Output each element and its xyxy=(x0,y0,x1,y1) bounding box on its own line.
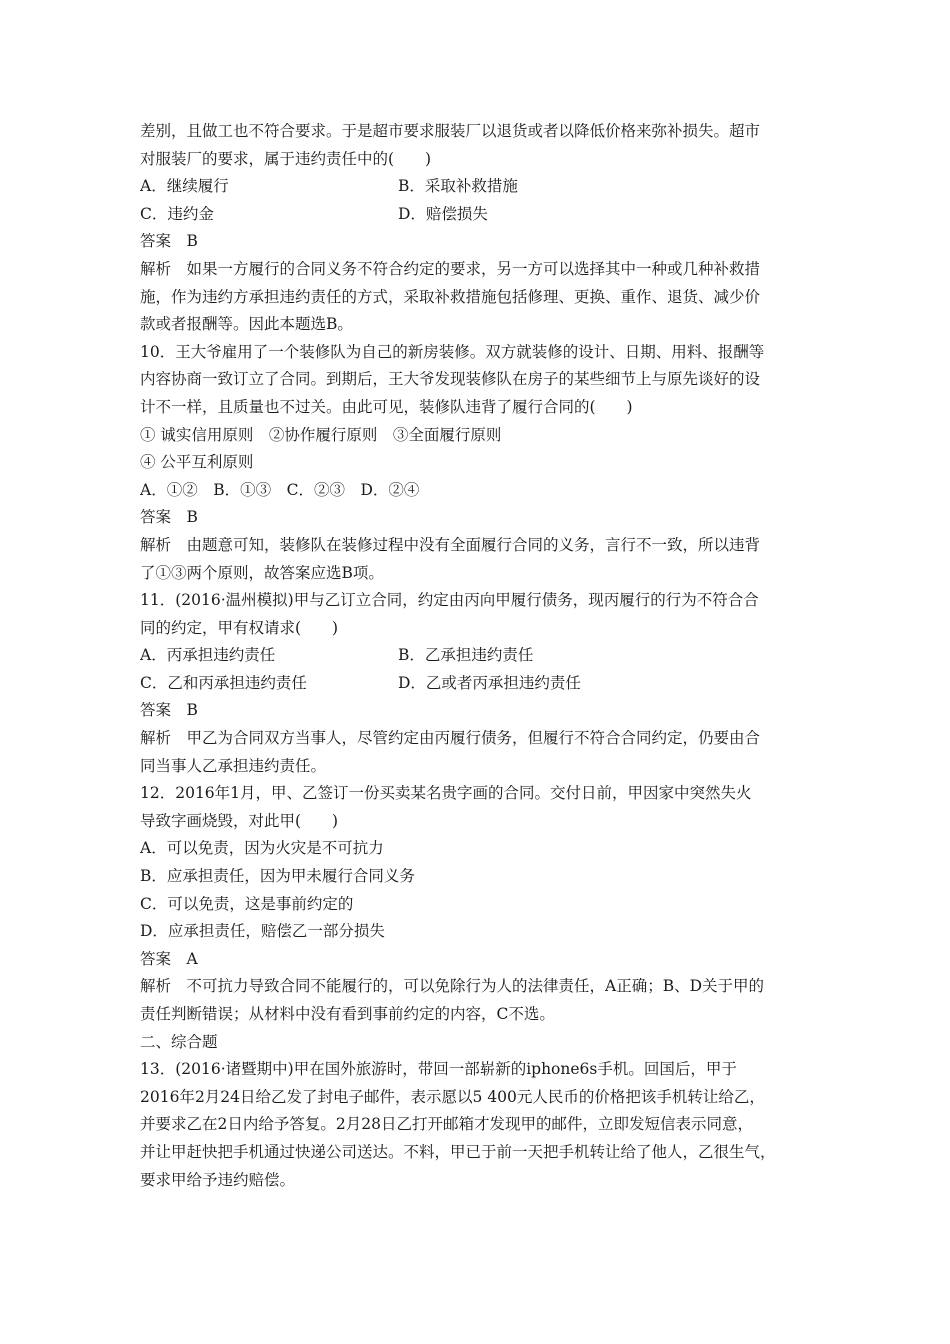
analysis-line: 施，作为违约方承担违约责任的方式，采取补救措施包括修理、更换、重作、退货、减少价 xyxy=(140,287,761,306)
question-11 xyxy=(140,587,815,780)
question-stem-line: 导致字画烧毁，对此甲( ) xyxy=(140,811,339,830)
options-row xyxy=(140,670,815,698)
question-stem-line: 10．王大爷雇用了一个装修队为自己的新房装修。双方就装修的设计、日期、用料、报酬等 xyxy=(140,342,765,361)
question-stem-line: 同的约定，甲有权请求( ) xyxy=(140,618,339,637)
answer: 答案 B xyxy=(140,701,198,720)
question-stem-line: 并要求乙在2日内给予答复。2月28日乙打开邮箱才发现甲的邮件，立即发短信表示同意， xyxy=(140,1115,753,1134)
options-row xyxy=(140,201,815,229)
option-b: B．应承担责任，因为甲未履行合同义务 xyxy=(140,867,415,886)
question-stem-line: 12．2016年1月，甲、乙签订一份买卖某名贵字画的合同。交付日前，甲因家中突然失火 xyxy=(140,784,752,803)
option-d: D．应承担责任，赔偿乙一部分损失 xyxy=(140,922,385,941)
option-d: D．赔偿损失 xyxy=(398,204,488,223)
option-a: A．可以免责，因为火灾是不可抗力 xyxy=(140,839,384,858)
question-stem-line: 13．(2016·诸暨期中)甲在国外旅游时，带回一部崭新的iphone6s手机。回国后，甲于 xyxy=(140,1060,737,1079)
options-row xyxy=(140,173,815,201)
question-13 xyxy=(140,1056,815,1194)
question-stem-line: 计不一样，且质量也不过关。由此可见，装修队违背了履行合同的( ) xyxy=(140,397,633,416)
analysis-line: 解析 如果一方履行的合同义务不符合约定的要求，另一方可以选择其中一种或几种补救措 xyxy=(140,259,761,278)
question-stem-line: 要求甲给予违约赔偿。 xyxy=(140,1170,296,1189)
option-a: A．丙承担违约责任 xyxy=(140,646,276,665)
question-stem-line: 内容协商一致订立了合同。到期后，王大爷发现装修队在房子的某些细节上与原先谈好的设 xyxy=(140,370,761,389)
analysis-line: 了①③两个原则，故答案应选B项。 xyxy=(140,563,384,582)
question-12 xyxy=(140,780,815,1028)
option-c: C．乙和丙承担违约责任 xyxy=(140,673,307,692)
question-stem-line: 对服装厂的要求，属于违约责任中的( ) xyxy=(140,149,432,168)
analysis-line: 同当事人乙承担违约责任。 xyxy=(140,756,327,775)
question-stem-line: 并让甲赶快把手机通过快递公司送达。不料，甲已于前一天把手机转让给了他人，乙很生气， xyxy=(140,1142,776,1161)
question-10 xyxy=(140,339,815,587)
option-c: C．可以免责，这是事前约定的 xyxy=(140,894,354,913)
principle-items: ① 诚实信用原则 ②协作履行原则 ③全面履行原则 xyxy=(140,425,502,444)
principle-items: ④ 公平互利原则 xyxy=(140,453,254,472)
option-a: A．继续履行 xyxy=(140,177,229,196)
analysis-line: 解析 不可抗力导致合同不能履行的，可以免除行为人的法律责任，A正确；B、D关于甲的 xyxy=(140,977,765,996)
option-c: C．违约金 xyxy=(140,204,214,223)
analysis-line: 解析 由题意可知，装修队在装修过程中没有全面履行合同的义务，言行不一致，所以违背 xyxy=(140,535,761,554)
answer: 答案 B xyxy=(140,232,198,251)
analysis-line: 责任判断错误；从材料中没有看到事前约定的内容，C不选。 xyxy=(140,1005,555,1023)
option-b: B．采取补救措施 xyxy=(398,177,518,196)
section-heading: 二、综合题 xyxy=(140,1032,218,1051)
options-row: A．①② B．①③ C．②③ D．②④ xyxy=(140,480,420,499)
question-stem-line: 11．(2016·温州模拟)甲与乙订立合同，约定由丙向甲履行债务，现丙履行的行为不符合合 xyxy=(140,591,759,610)
answer: 答案 B xyxy=(140,508,198,527)
document-content xyxy=(140,118,815,1194)
analysis-line: 解析 甲乙为合同双方当事人，尽管约定由丙履行债务，但履行不符合合同约定，仍要由合 xyxy=(140,729,761,748)
question-stem-line: 2016年2月24日给乙发了封电子邮件，表示愿以5 400元人民币的价格把该手机转让给乙， xyxy=(140,1087,765,1106)
option-b: B．乙承担违约责任 xyxy=(398,646,534,665)
analysis-line: 款或者报酬等。因此本题选B。 xyxy=(140,315,353,334)
answer: 答案 A xyxy=(140,949,198,968)
question-9 xyxy=(140,118,815,339)
option-d: D．乙或者丙承担违约责任 xyxy=(398,673,581,692)
question-stem-line: 差别，且做工也不符合要求。于是超市要求服装厂以退货或者以降低价格来弥补损失。超市 xyxy=(140,122,761,140)
options-row xyxy=(140,642,815,670)
